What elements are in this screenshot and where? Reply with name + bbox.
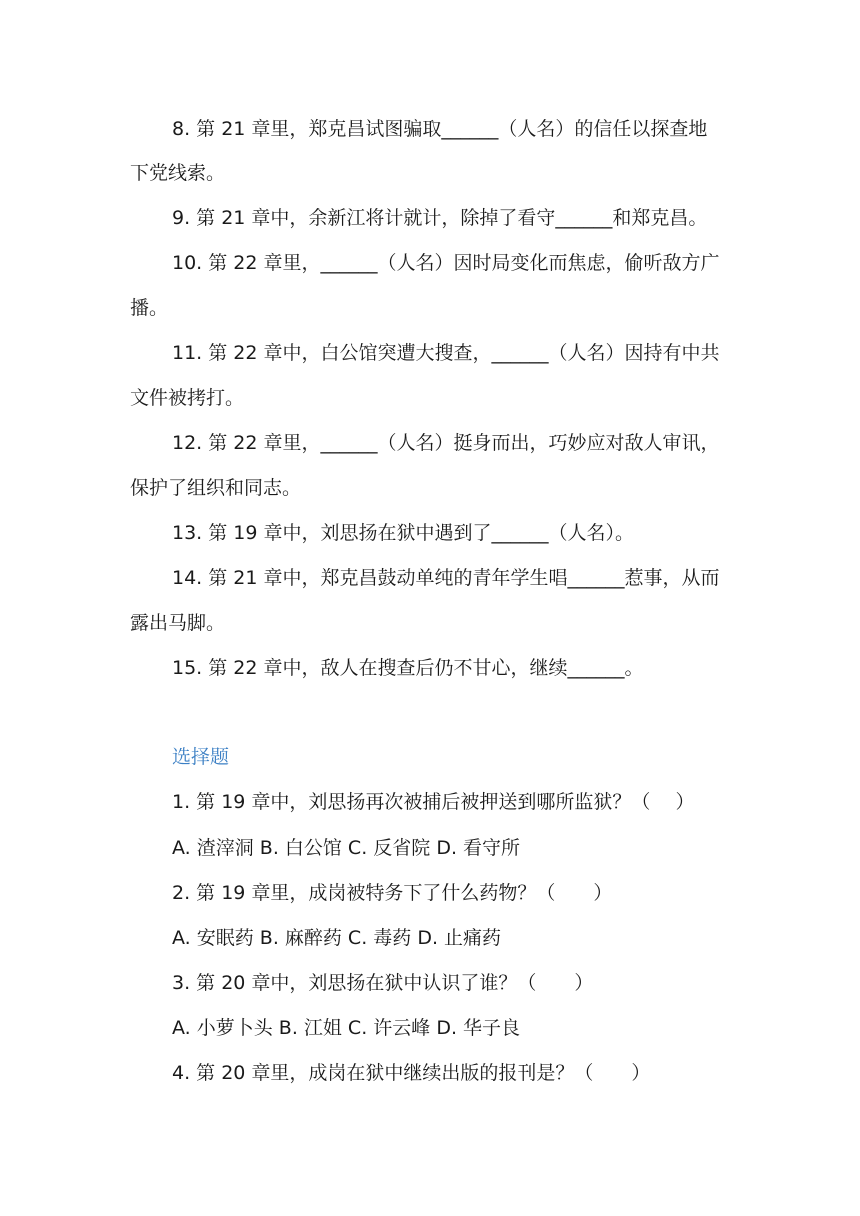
question-14-line-2: 露出马脚。 bbox=[130, 612, 226, 634]
question-8-line-2: 下党线索。 bbox=[130, 162, 226, 184]
question-13: 13. 第 19 章中，刘思扬在狱中遇到了______（人名）。 bbox=[172, 522, 635, 544]
choice-question-3-options: A. 小萝卜头 B. 江姐 C. 许云峰 D. 华子良 bbox=[172, 1017, 521, 1039]
question-12-line-2: 保护了组织和同志。 bbox=[130, 477, 302, 499]
choice-question-4: 4. 第 20 章里，成岗在狱中继续出版的报刊是？（ ） bbox=[172, 1062, 651, 1084]
question-10-line-2: 播。 bbox=[130, 297, 169, 319]
question-11-line-2: 文件被拷打。 bbox=[130, 387, 245, 409]
question-11-line-1: 11. 第 22 章中，白公馆突遭大搜查，______（人名）因持有中共 bbox=[172, 342, 720, 364]
choice-question-2: 2. 第 19 章里，成岗被特务下了什么药物？（ ） bbox=[172, 882, 613, 904]
question-12-line-1: 12. 第 22 章里，______（人名）挺身而出，巧妙应对敌人审讯， bbox=[172, 432, 720, 454]
choice-question-1-options: A. 渣滓洞 B. 白公馆 C. 反省院 D. 看守所 bbox=[172, 837, 521, 859]
choice-question-3: 3. 第 20 章中，刘思扬在狱中认识了谁？（ ） bbox=[172, 972, 594, 994]
choice-question-2-options: A. 安眠药 B. 麻醉药 C. 毒药 D. 止痛药 bbox=[172, 927, 502, 949]
question-14-line-1: 14. 第 21 章中，郑克昌鼓动单纯的青年学生唱______惹事，从而 bbox=[172, 567, 720, 589]
choice-question-1: 1. 第 19 章中，刘思扬再次被捕后被押送到哪所监狱？（ ） bbox=[172, 791, 695, 813]
question-10-line-1: 10. 第 22 章里，______（人名）因时局变化而焦虑，偷听敌方广 bbox=[172, 252, 720, 274]
section-heading: 选择题 bbox=[172, 746, 230, 768]
question-9: 9. 第 21 章中，余新江将计就计，除掉了看守______和郑克昌。 bbox=[172, 207, 708, 229]
question-8-line-1: 8. 第 21 章里，郑克昌试图骗取______（人名）的信任以探查地 bbox=[172, 118, 708, 140]
question-15: 15. 第 22 章中，敌人在搜查后仍不甘心，继续______。 bbox=[172, 657, 644, 679]
